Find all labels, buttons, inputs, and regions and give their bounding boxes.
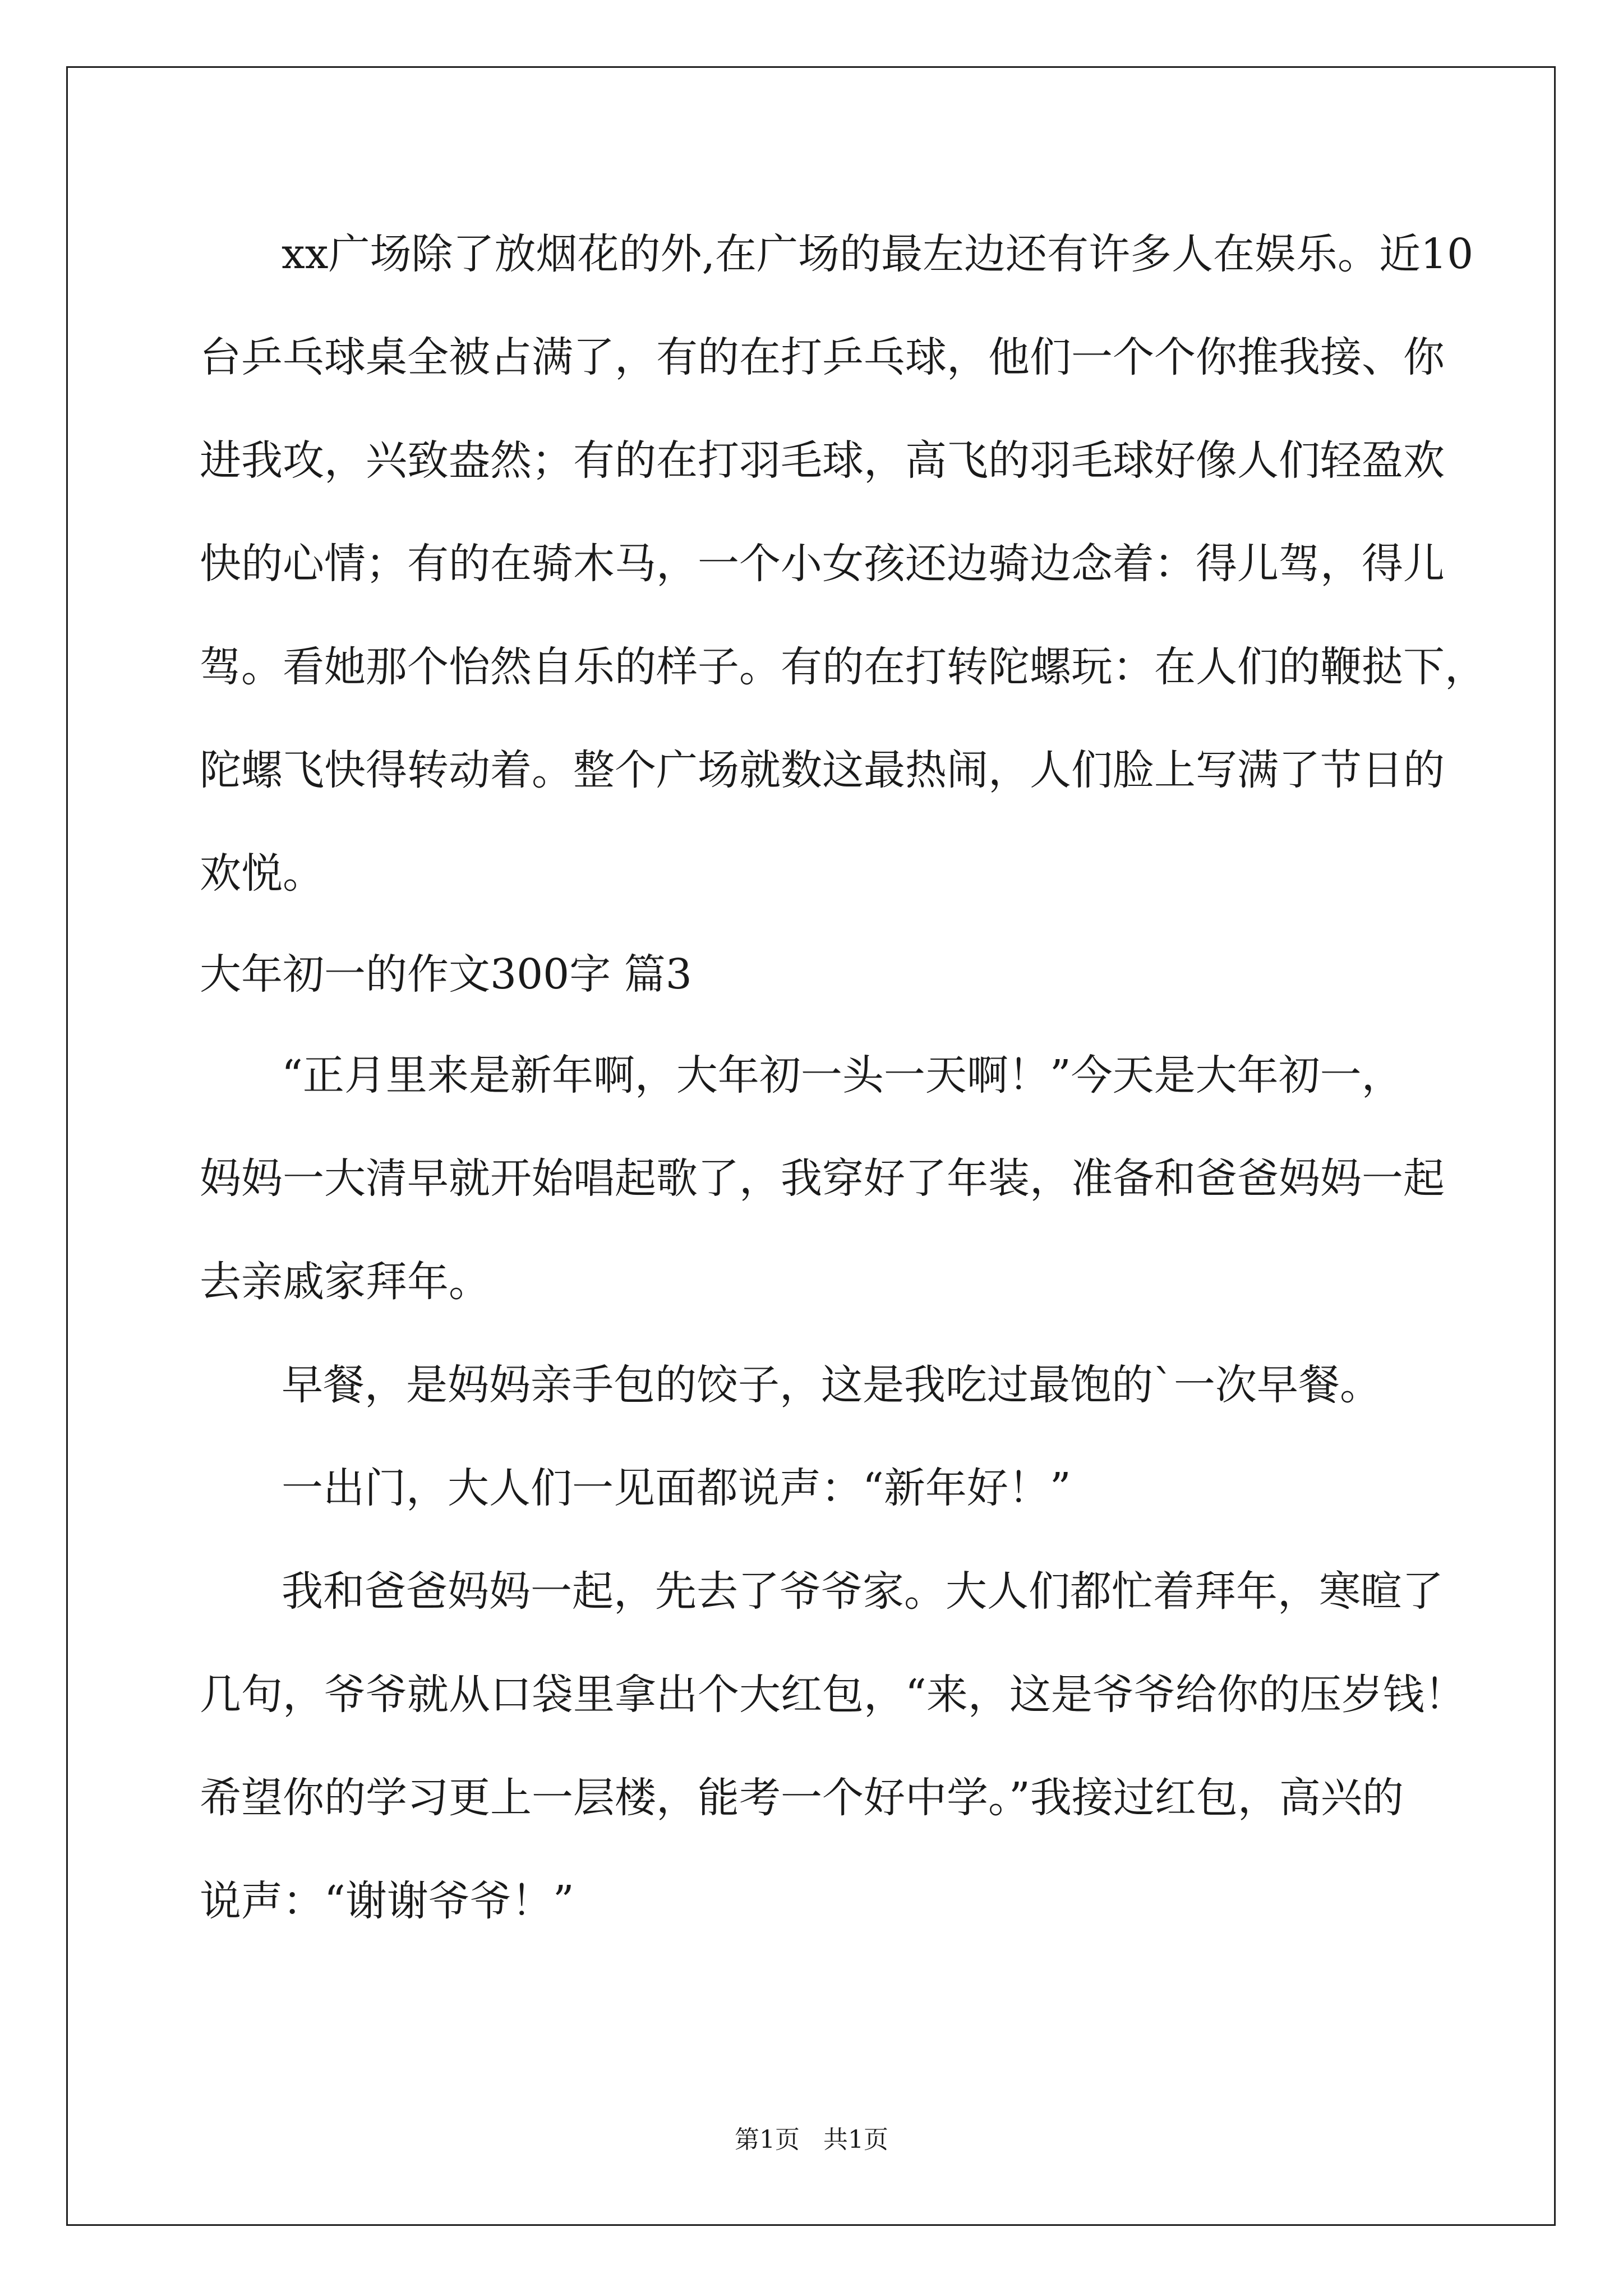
paragraph-line: “正月里来是新年啊，大年初一头一天啊！”今天是大年初一，: [282, 1051, 1403, 1099]
section-heading: 大年初一的作文300字 篇3: [200, 950, 692, 999]
paragraph-line: 说声：“谢谢爷爷！”: [200, 1877, 574, 1925]
paragraph-line: 陀螺飞快得转动着。整个广场就数这最热闹，人们脸上写满了节日的: [200, 746, 1445, 794]
paragraph-line: 去亲戚家拜年。: [200, 1258, 490, 1306]
page-footer: 第1页 共1页: [735, 2125, 888, 2154]
paragraph-line: 我和爸爸妈妈一起，先去了爷爷家。大人们都忙着拜年，寒暄了: [282, 1567, 1444, 1616]
paragraph-line: 一出门，大人们一见面都说声：“新年好！”: [282, 1464, 1071, 1512]
paragraph-line: 早餐，是妈妈亲手包的饺子，这是我吃过最饱的`一次早餐。: [282, 1361, 1381, 1409]
paragraph-line: 希望你的学习更上一层楼，能考一个好中学。”我接过红包，高兴的: [200, 1774, 1404, 1822]
paragraph-line: 欢悦。: [200, 849, 324, 898]
paragraph-line: 进我攻，兴致盎然；有的在打羽毛球，高飞的羽毛球好像人们轻盈欢: [200, 436, 1445, 485]
paragraph-line: xx广场除了放烟花的外,在广场的最左边还有许多人在娱乐。近10: [282, 230, 1474, 278]
paragraph-line: 妈妈一大清早就开始唱起歌了，我穿好了年装，准备和爸爸妈妈一起: [200, 1154, 1445, 1203]
paragraph-line: 几句，爷爷就从口袋里拿出个大红包，“来，这是爷爷给你的压岁钱！: [200, 1671, 1466, 1719]
paragraph-line: 驾。看她那个怡然自乐的样子。有的在打转陀螺玩：在人们的鞭挞下，: [200, 643, 1486, 691]
paragraph-line: 快的心情；有的在骑木马，一个小女孩还边骑边念着：得儿驾，得儿: [200, 540, 1445, 588]
paragraph-line: 台乒乓球桌全被占满了，有的在打乒乓球，他们一个个你推我接、你: [200, 333, 1445, 381]
